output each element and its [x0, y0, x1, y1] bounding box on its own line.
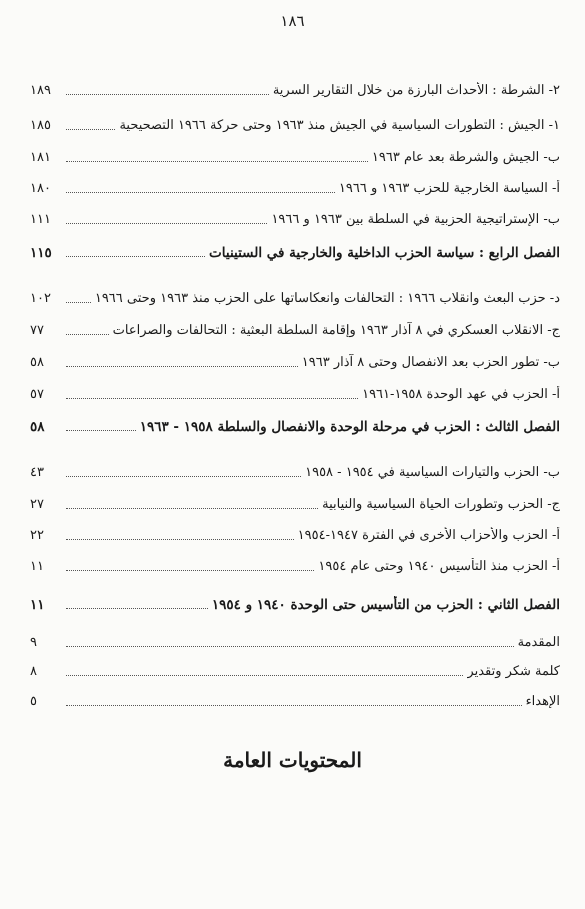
toc-entry-title: ب- الإستراتيجية الحزبية في السلطة بين ١٩٦٣ و ١٩٦٦ — [271, 212, 560, 227]
toc-row — [30, 111, 560, 135]
toc-page-number: ١٨٥ — [30, 118, 51, 133]
toc-row — [30, 521, 560, 545]
toc-row — [30, 76, 560, 100]
dot-leader — [66, 256, 205, 257]
toc-page-number: ٧٧ — [30, 323, 44, 338]
toc-row — [30, 490, 560, 514]
dot-leader — [66, 129, 115, 130]
toc-row — [30, 590, 560, 614]
toc-row — [30, 348, 560, 372]
toc-entry-title: ج- الحزب وتطورات الحياة السياسية والنيابية — [322, 497, 560, 512]
toc-entry-title: الفصل الرابع : سياسة الحزب الداخلية والخارجية في الستينيات — [209, 245, 560, 261]
toc-page-number: ٥ — [30, 694, 37, 709]
toc-page-number: ١٨٠ — [30, 181, 51, 196]
toc-entry-title: الفصل الثاني : الحزب من التأسيس حتى الوحدة ١٩٤٠ و ١٩٥٤ — [211, 597, 560, 613]
dot-leader — [66, 646, 514, 647]
dot-leader — [66, 675, 463, 676]
dot-leader — [66, 508, 318, 509]
toc-entry-title: المقدمة — [517, 635, 560, 650]
toc-page-number: ١١١ — [30, 212, 51, 227]
toc-entry-title: أ- السياسة الخارجية للحزب ١٩٦٣ و ١٩٦٦ — [338, 181, 560, 196]
toc-row — [30, 316, 560, 340]
toc-page-number: ٥٨ — [30, 419, 45, 435]
toc-page-number: ١١ — [30, 559, 44, 574]
dot-leader — [66, 476, 301, 477]
toc-page-number: ١٨١ — [30, 150, 51, 165]
toc-entry-title: ٢- الشرطة : الأحداث البارزة من خلال التقارير السرية — [272, 83, 560, 98]
dot-leader — [66, 705, 522, 706]
toc-entry-title: الفصل الثالث : الحزب في مرحلة الوحدة والانفصال والسلطة ١٩٥٨ - ١٩٦٣ — [139, 419, 560, 435]
toc-row — [30, 687, 560, 711]
toc-entry-title: ب- الجيش والشرطة بعد عام ١٩٦٣ — [371, 150, 560, 165]
dot-leader — [66, 94, 269, 95]
toc-row — [30, 174, 560, 198]
toc-row — [30, 380, 560, 404]
dot-leader — [66, 334, 109, 335]
toc-row — [30, 205, 560, 229]
contents-heading: المحتويات العامة — [223, 748, 362, 772]
page-number: ١٨٦ — [280, 12, 305, 30]
toc-page-number: ٤٣ — [30, 465, 44, 480]
toc-page-number: ٨ — [30, 664, 37, 679]
toc-page-number: ١١٥ — [30, 245, 52, 261]
toc-page-number: ١٠٢ — [30, 291, 51, 306]
toc-entry-title: أ- الحزب منذ التأسيس ١٩٤٠ وحتى عام ١٩٥٤ — [318, 559, 560, 574]
toc-row — [30, 552, 560, 576]
dot-leader — [66, 430, 136, 431]
dot-leader — [66, 192, 335, 193]
toc-row — [30, 238, 560, 262]
toc-entry-title: ب- الحزب والتيارات السياسية في ١٩٥٤ - ١٩٥٨ — [305, 465, 560, 480]
toc-row — [30, 657, 560, 681]
dot-leader — [66, 223, 267, 224]
toc-row — [30, 458, 560, 482]
toc-page-number: ٢٢ — [30, 528, 44, 543]
dot-leader — [66, 302, 91, 303]
dot-leader — [66, 366, 298, 367]
toc-page-number: ٩ — [30, 635, 37, 650]
toc-row — [30, 284, 560, 308]
toc-page-number: ٢٧ — [30, 497, 44, 512]
toc-page-number: ٥٧ — [30, 387, 44, 402]
toc-page-number: ١٨٩ — [30, 83, 51, 98]
toc-row — [30, 412, 560, 436]
toc-page-number: ١١ — [30, 597, 45, 613]
toc-row — [30, 143, 560, 167]
dot-leader — [66, 161, 368, 162]
dot-leader — [66, 539, 294, 540]
toc-entry-title: كلمة شكر وتقدير — [467, 664, 560, 679]
toc-row — [30, 628, 560, 652]
dot-leader — [66, 570, 314, 571]
toc-entry-title: الإهداء — [525, 694, 560, 709]
dot-leader — [66, 398, 358, 399]
toc-page-number: ٥٨ — [30, 355, 44, 370]
toc-entry-title: ج- الانقلاب العسكري في ٨ آذار ١٩٦٣ وإقامة السلطة البعثية : التحالفات والصراعات — [112, 323, 560, 338]
toc-entry-title: ب- تطور الحزب بعد الانفصال وحتى ٨ آذار ١٩٦٣ — [301, 355, 560, 370]
toc-entry-title: ١- الجيش : التطورات السياسية في الجيش منذ ١٩٦٣ وحتى حركة ١٩٦٦ التصحيحية — [119, 118, 560, 133]
toc-entry-title: أ- الحزب والأحزاب الأخرى في الفترة ١٩٤٧-١٩٥٤ — [297, 528, 560, 543]
dot-leader — [66, 608, 208, 609]
toc-entry-title: د- حزب البعث وانقلاب ١٩٦٦ : التحالفات وانعكاساتها على الحزب منذ ١٩٦٣ وحتى ١٩٦٦ — [94, 291, 560, 306]
toc-entry-title: أ- الحزب في عهد الوحدة ١٩٥٨-١٩٦١ — [362, 387, 560, 402]
